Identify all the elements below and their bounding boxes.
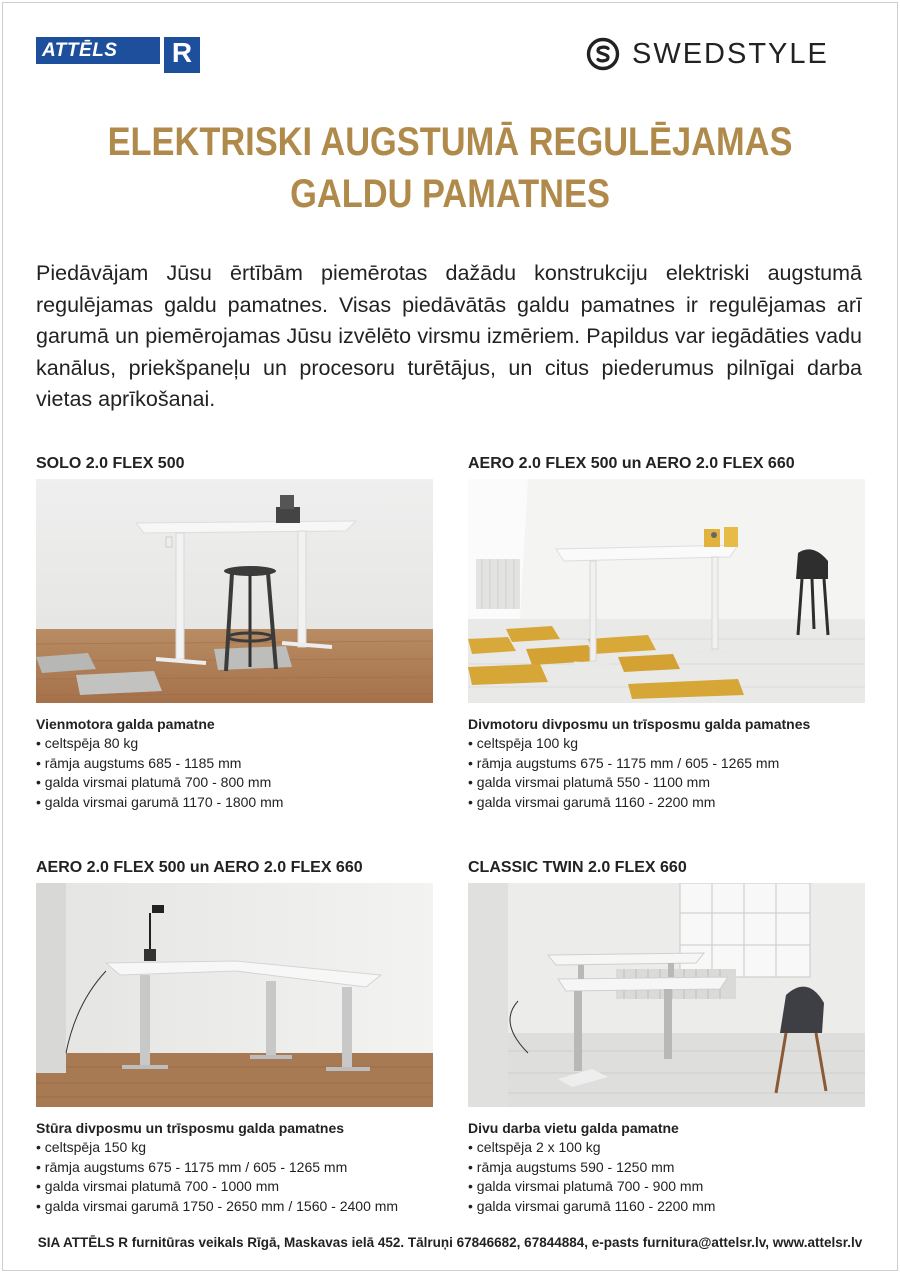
spec-item: • galda virsmai platumā 700 - 900 mm [468,1177,868,1197]
aero-desk-photo [468,479,865,703]
spec-item: • rāmja augstums 675 - 1175 mm / 605 - 1265 mm [36,1158,436,1178]
spec-list [36,734,436,812]
spec-item: • celtspēja 150 kg [36,1138,436,1158]
product-description [468,715,868,812]
attels-logo-r: R [164,37,200,73]
attels-logo-text: ATTĒLS [42,40,118,61]
product-block-aero [468,455,868,812]
swedstyle-s-icon [586,37,620,71]
spec-item: • galda virsmai platumā 550 - 1100 mm [468,773,868,793]
product-heading: AERO 2.0 FLEX 500 un AERO 2.0 FLEX 660 [468,455,795,472]
solo-desk-photo [36,479,433,703]
attels-r-logo [36,37,193,73]
intro-paragraph: Piedāvājam Jūsu ērtībām piemērotas dažādu konstrukciju elektriski augstumā regulējamas galdu pamatnes. Visas piedāvātās galdu pamatnes ir regulējamas arī garumā un piemērojamas Jūsu izvēlēto virsmu izmēriem. Papildus var iegādāties vadu kanālus, priekšpaneļu un procesoru turētājus, un citus piederumus pilnīgai darba vietas aprīkošanai. [36,261,862,411]
spec-item: • galda virsmai platumā 700 - 800 mm [36,773,436,793]
spec-list [468,734,868,812]
swedstyle-logo [586,36,829,72]
product-heading: SOLO 2.0 FLEX 500 [36,455,185,472]
spec-item: • galda virsmai garumā 1160 - 2200 mm [468,1197,868,1217]
spec-item: • rāmja augstums 590 - 1250 mm [468,1158,868,1178]
spec-list [36,1138,436,1216]
footer-contact: SIA ATTĒLS R furnitūras veikals Rīgā, Maskavas ielā 452. Tālruņi 67846682, 67844884, e-pasts furnitura@attelsr.lv, www.attelsr.lv [37,1235,863,1250]
product-block-corner [36,859,436,1216]
spec-item: • rāmja augstums 675 - 1175 mm / 605 - 1265 mm [468,754,868,774]
page-title-line-2: GALDU PAMATNES [290,172,610,216]
twin-desk-photo [468,883,865,1107]
product-description-title: Stūra divposmu un trīsposmu galda pamatnes [36,1120,345,1136]
product-description-title: Vienmotora galda pamatne [36,716,215,732]
spec-item: • galda virsmai garumā 1750 - 2650 mm / 1560 - 2400 mm [36,1197,436,1217]
swedstyle-logo-text: SWEDSTYLE [632,37,829,70]
spec-item: • galda virsmai platumā 700 - 1000 mm [36,1177,436,1197]
page-title [63,116,837,220]
product-block-solo [36,455,436,812]
spec-item: • celtspēja 80 kg [36,734,436,754]
product-block-classic-twin [468,859,868,1216]
spec-item: • galda virsmai garumā 1160 - 2200 mm [468,793,868,813]
spec-list [468,1138,868,1216]
product-description [36,715,436,812]
spec-item: • celtspēja 100 kg [468,734,868,754]
spec-item: • galda virsmai garumā 1170 - 1800 mm [36,793,436,813]
product-description [468,1119,868,1216]
page-title-line-1: ELEKTRISKI AUGSTUMĀ REGULĒJAMAS [107,120,793,164]
spec-item: • celtspēja 2 x 100 kg [468,1138,868,1158]
product-description-title: Divu darba vietu galda pamatne [468,1120,679,1136]
spec-item: • rāmja augstums 685 - 1185 mm [36,754,436,774]
product-description [36,1119,436,1216]
corner-desk-photo [36,883,433,1107]
product-description-title: Divmotoru divposmu un trīsposmu galda pamatnes [468,716,811,732]
product-heading: CLASSIC TWIN 2.0 FLEX 660 [468,859,687,876]
product-heading: AERO 2.0 FLEX 500 un AERO 2.0 FLEX 660 [36,859,363,876]
